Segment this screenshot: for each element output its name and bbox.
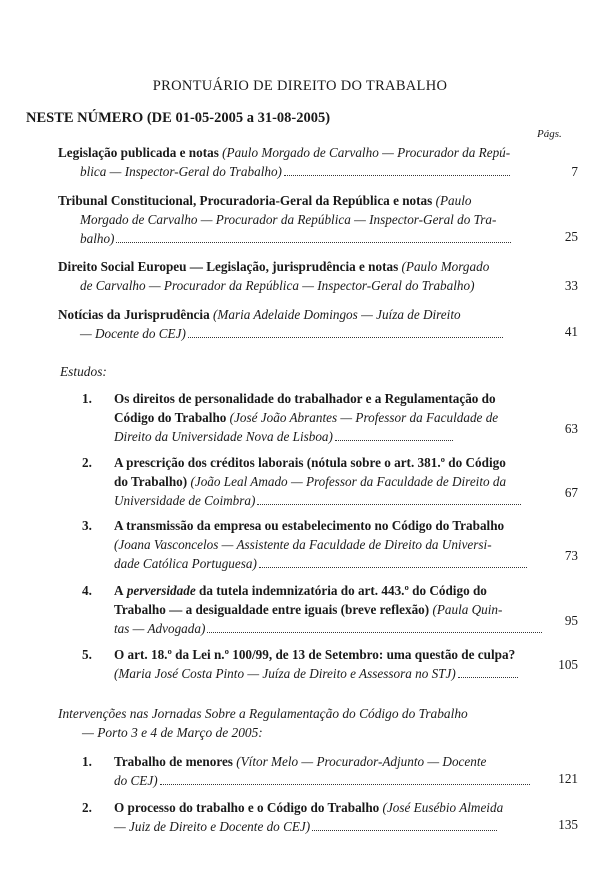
item-author-cont: — Juiz de Direito e Docente do CEJ) <box>114 819 311 834</box>
page-number: 67 <box>564 485 578 500</box>
entry-author-cont: balho) <box>80 231 115 246</box>
item-number: 4. <box>82 583 92 598</box>
page-number: 41 <box>564 324 578 339</box>
toc-entry[interactable] <box>58 305 578 345</box>
item-author: (José Eusébio Almeida <box>382 800 504 815</box>
section-heading-estudos: Estudos: <box>60 364 107 379</box>
issue-heading: NESTE NÚMERO (DE 01-05-2005 a 31-08-2005) <box>26 110 331 126</box>
entry-author: (Maria Adelaide Domingos — Juíza de Direito <box>212 307 461 322</box>
entry-author: (Paulo Morgado de Carvalho — Procurador da Repú- <box>222 145 511 160</box>
item-title: A transmissão da empresa ou estabelecimento no Código do Trabalho <box>114 518 505 533</box>
section-heading-intervencoes-l2: — Porto 3 e 4 de Março de 2005: <box>82 725 263 740</box>
item-author: (Maria José Costa Pinto — Juíza de Direito e Assessora no STJ) <box>114 666 456 681</box>
entry-author-cont: de Carvalho — Procurador da República — Inspector-Geral do Trabalho) <box>80 278 475 293</box>
item-author-cont: dade Católica Portuguesa) <box>114 556 257 571</box>
entry-author-cont: Morgado de Carvalho — Procurador da República — Inspector-Geral do Tra- <box>80 212 497 227</box>
item-number: 1. <box>82 754 92 769</box>
entry-title: Legislação publicada e notas <box>58 145 219 160</box>
item-title: A <box>114 583 124 598</box>
item-title: A prescrição dos créditos laborais (nótula sobre o art. 381.º do Código <box>114 455 506 470</box>
page-number: 33 <box>564 278 578 293</box>
page-number: 105 <box>558 657 578 672</box>
page-number: 95 <box>564 613 578 628</box>
intervencao-item[interactable] <box>82 752 578 792</box>
entry-title: Tribunal Constitucional, Procuradoria-Geral da República e notas <box>58 193 433 208</box>
item-title: O processo do trabalho e o Código do Trabalho <box>114 800 380 815</box>
entry-title: Notícias da Jurisprudência <box>58 307 210 322</box>
toc-entry[interactable] <box>58 143 578 183</box>
pages-column-label: Págs. <box>537 128 562 140</box>
item-number: 2. <box>82 800 92 815</box>
item-title: Os direitos de personalidade do trabalhador e a Regulamentação do <box>114 391 496 406</box>
estudo-item[interactable] <box>82 516 578 576</box>
item-author: (Joana Vasconcelos — Assistente da Faculdade de Direito da Universi- <box>114 537 492 552</box>
estudo-item[interactable] <box>82 453 578 513</box>
section-heading-intervencoes-l1: Intervenções nas Jornadas Sobre a Regulamentação do Código do Trabalho <box>58 706 468 721</box>
item-title-cont: Código do Trabalho <box>114 410 227 425</box>
item-title-cont: do Trabalho) <box>114 474 188 489</box>
item-author: (Paula Quin- <box>432 602 503 617</box>
toc-entry[interactable] <box>58 257 578 297</box>
page-number: 121 <box>558 771 578 786</box>
page-number: 73 <box>564 548 578 563</box>
entry-author-cont: — Docente do CEJ) <box>80 326 186 341</box>
page-number: 25 <box>564 229 578 244</box>
item-number: 3. <box>82 518 92 533</box>
estudo-item[interactable] <box>82 581 578 641</box>
item-author-cont: tas — Advogada) <box>114 621 206 636</box>
intervencao-item[interactable] <box>82 798 578 838</box>
page-number: 7 <box>571 164 578 179</box>
item-number: 2. <box>82 455 92 470</box>
item-author-cont: do CEJ) <box>114 773 158 788</box>
entry-author: (Paulo Morgado <box>401 259 490 274</box>
item-author: (Vítor Melo — Procurador-Adjunto — Docente <box>236 754 487 769</box>
page-number: 63 <box>564 421 578 436</box>
entry-author-cont: blica — Inspector-Geral do Trabalho) <box>80 164 282 179</box>
entry-author: (Paulo <box>435 193 472 208</box>
page-number: 135 <box>558 817 578 832</box>
item-author-cont: Universidade de Coimbra) <box>114 493 256 508</box>
item-title-cont: Trabalho — a desigualdade entre iguais (breve reflexão) <box>114 602 430 617</box>
item-author: (João Leal Amado — Professor da Faculdade de Direito da <box>190 474 507 489</box>
toc-entry[interactable] <box>58 191 578 251</box>
estudo-item[interactable] <box>82 389 578 449</box>
item-number: 1. <box>82 391 92 406</box>
page-title: PRONTUÁRIO DE DIREITO DO TRABALHO <box>152 78 448 94</box>
item-author: (José João Abrantes — Professor da Faculdade de <box>229 410 499 425</box>
item-number: 5. <box>82 647 92 662</box>
item-author-cont: Direito da Universidade Nova de Lisboa) <box>114 429 333 444</box>
item-title: Trabalho de menores <box>114 754 233 769</box>
entry-title: Direito Social Europeu — Legislação, jurisprudência e notas <box>58 259 399 274</box>
item-title: da tutela indemnizatória do art. 443.º do Código do <box>198 583 487 598</box>
item-title-emphasis: perversidade <box>126 583 196 598</box>
item-title: O art. 18.º da Lei n.º 100/99, de 13 de Setembro: uma questão de culpa? <box>114 647 516 662</box>
estudo-item[interactable] <box>82 645 578 685</box>
